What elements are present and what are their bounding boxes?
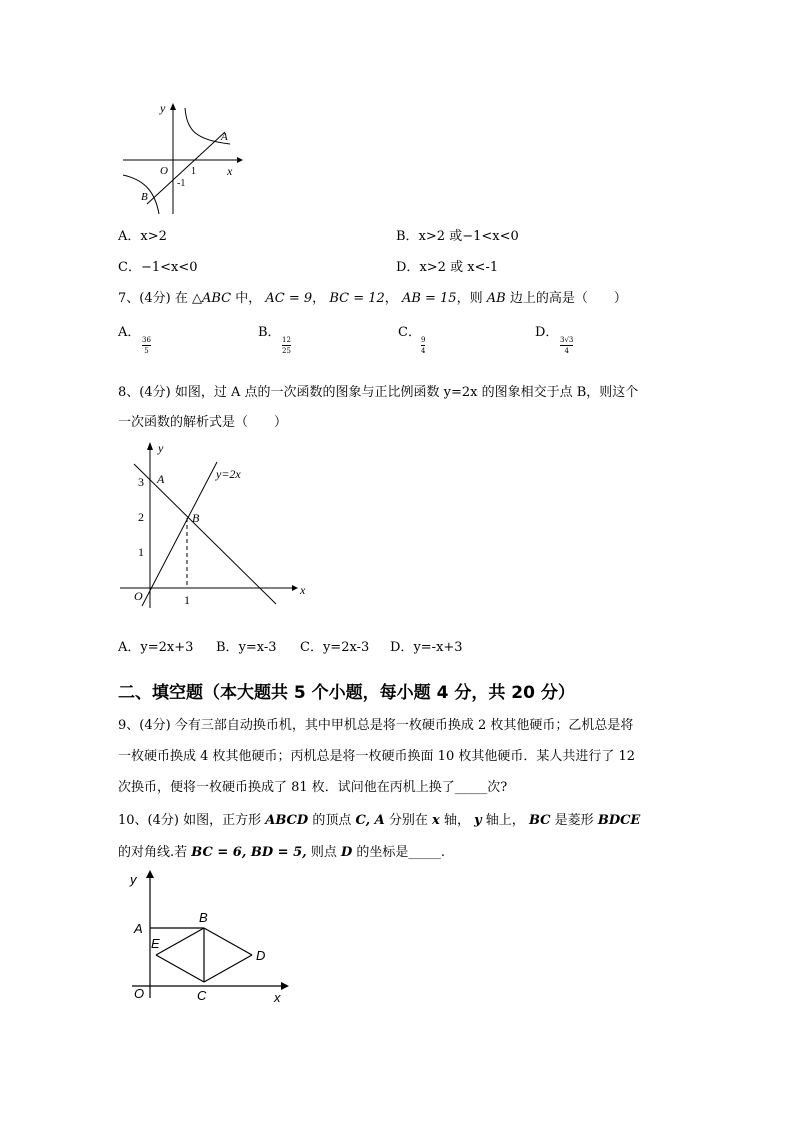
y-axis-arrow xyxy=(146,870,154,878)
label-x: x xyxy=(274,990,281,1005)
q8-option-a: A．y=2x+3 xyxy=(118,640,194,655)
q7-option-b-fraction: 12 25 xyxy=(282,336,291,355)
label-origin: O xyxy=(134,589,143,603)
label-x: x xyxy=(300,583,306,597)
q6-option-a: A．x>2 xyxy=(118,229,167,244)
tick-x-1: 1 xyxy=(184,593,190,607)
q8-stem-line2: 一次函数的解析式是（ ） xyxy=(118,415,288,430)
tick-y-3: 3 xyxy=(138,475,144,489)
label-point-a: A xyxy=(134,921,143,936)
q7-option-c-fraction: 9 4 xyxy=(421,336,426,355)
q8-stem-line1: 8、(4分) 如图，过 A 点的一次函数的图象与正比例函数 y=2x 的图象相交于点 B，则这个 xyxy=(118,385,639,400)
label-tick-neg-1: -1 xyxy=(177,178,186,189)
x-axis-arrow xyxy=(292,585,298,591)
label-point-b: B xyxy=(199,910,208,925)
y-axis-arrow xyxy=(147,442,153,450)
y-axis-arrow xyxy=(170,103,176,110)
label-y: y xyxy=(160,101,166,115)
label-point-b: B xyxy=(141,191,148,203)
figure-q10-square-rhombus xyxy=(118,866,298,1008)
label-point-c: C xyxy=(197,988,207,1003)
label-origin: O xyxy=(160,165,168,177)
label-y: y xyxy=(130,872,137,887)
q9-line2: 一枚硬币换成 4 枚其他硬币；丙机总是将一枚硬币换面 10 枚其他硬币．某人共进行了 12 xyxy=(118,749,636,764)
segment-ec xyxy=(156,955,204,982)
x-axis-arrow xyxy=(281,982,289,990)
linear-function-line xyxy=(147,132,225,204)
label-y: y xyxy=(158,441,164,455)
q9-line1: 9、(4分) 今有三部自动换币机，其中甲机总是将一枚硬币换成 2 枚其他硬币；乙机总是将 xyxy=(118,718,634,733)
q9-line3: 次换币，便将一枚硬币换成了 81 枚．试问他在丙机上换了_____次? xyxy=(118,780,508,795)
label-point-e: E xyxy=(151,936,160,951)
q7-option-c-letter: C． xyxy=(398,325,421,340)
q7-option-b-letter: B． xyxy=(258,325,281,340)
q10-line1: 10、(4分) 如图，正方形 ABCD 的顶点 C, A 分别在 x 轴， y 轴上， BC 是菱形 BDCE xyxy=(118,813,641,828)
q8-option-d: D．y=-x+3 xyxy=(390,640,463,655)
segment-dc xyxy=(204,955,252,982)
segment-bd xyxy=(204,928,252,955)
segment-be xyxy=(156,928,204,955)
tick-y-1: 1 xyxy=(138,545,144,559)
figure-q8-graph xyxy=(112,436,317,616)
q6-option-c: C．−1<x<0 xyxy=(118,260,198,275)
label-point-b: B xyxy=(192,511,200,525)
q8-option-c: C．y=2x-3 xyxy=(300,640,370,655)
label-point-a: A xyxy=(157,472,165,486)
label-x: x xyxy=(227,164,233,178)
x-axis-arrow xyxy=(237,157,243,163)
q7-stem: 7、(4分) 在 △ABC 中， AC = 9， BC = 12， AB = 15，则 AB 边上的高是（ ） xyxy=(118,291,627,306)
q7-option-a-letter: A． xyxy=(118,325,141,340)
label-point-a: A xyxy=(221,131,228,143)
q10-line2: 的对角线.若 BC = 6, BD = 5, 则点 D 的坐标是_____. xyxy=(118,845,446,860)
q7-option-d-letter: D． xyxy=(535,325,559,340)
label-line-y2x: y=2x xyxy=(216,467,241,481)
q6-option-b: B．x>2 或−1<x<0 xyxy=(396,229,519,244)
label-point-d: D xyxy=(256,948,266,963)
q7-option-d-fraction: 3√3 4 xyxy=(560,336,574,355)
section-title-fill-in: 二、填空题（本大题共 5 个小题，每小题 4 分，共 20 分） xyxy=(118,683,575,703)
tick-y-2: 2 xyxy=(138,510,144,524)
q7-option-a-fraction: 36 5 xyxy=(142,336,151,355)
q6-option-d: D．x>2 或 x<-1 xyxy=(396,260,499,275)
figure-hyperbola xyxy=(115,100,245,218)
label-origin: O xyxy=(134,986,145,1001)
label-tick-1: 1 xyxy=(191,166,196,177)
q8-option-b: B．y=x-3 xyxy=(216,640,277,655)
